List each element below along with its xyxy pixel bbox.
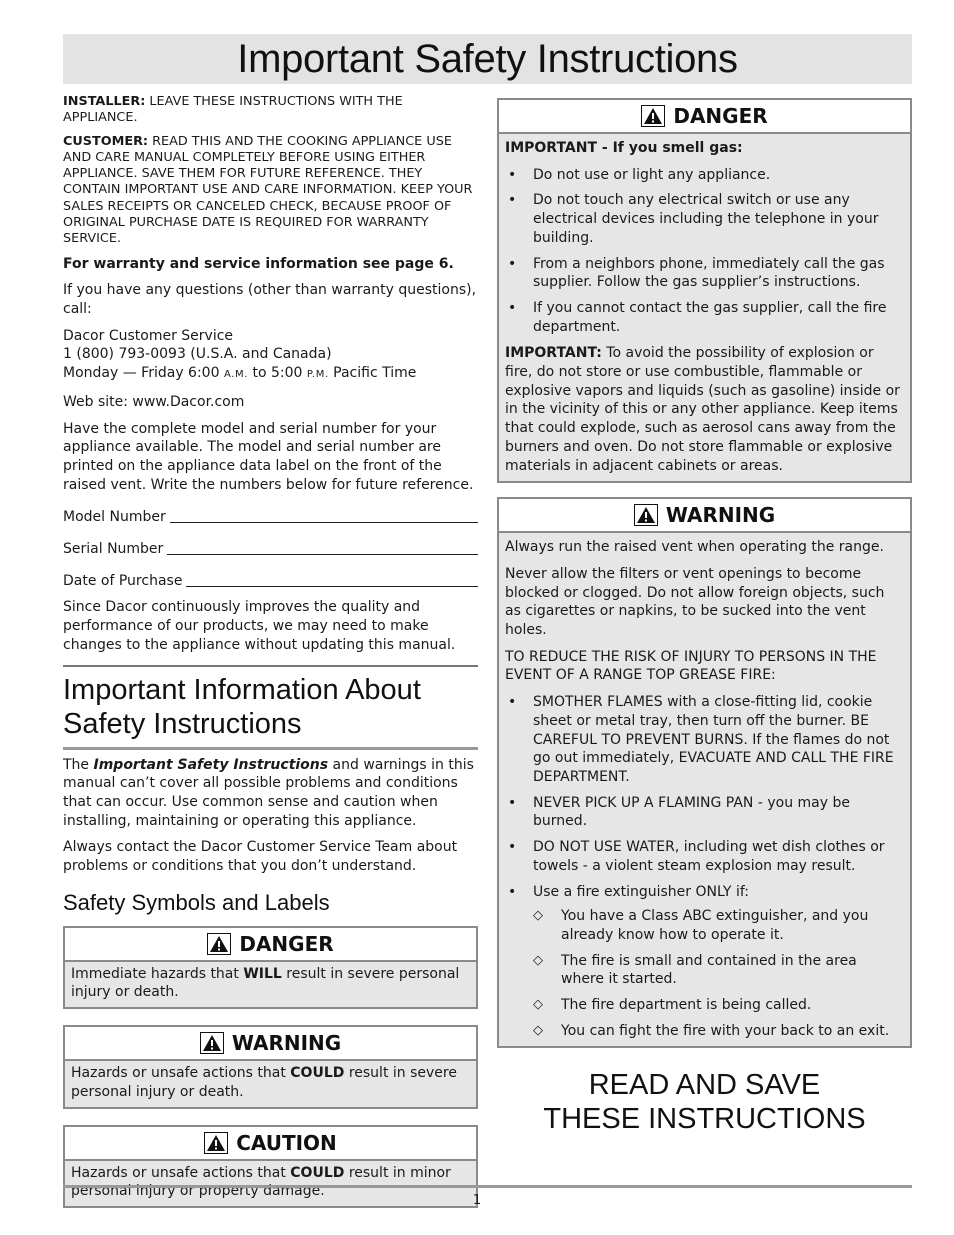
- symbol-warning-label: WARNING: [231, 1031, 342, 1056]
- warning-p2: Never allow the filters or vent openings to become blocked or clogged. Do not allow foreign objects, such as cigarettes or napkins, to be sucked into the vent holes.: [505, 565, 885, 639]
- symbol-warning-header: [65, 1027, 476, 1061]
- installer-note: INSTALLER: LEAVE THESE INSTRUCTIONS WITH THE APPLIANCE.: [63, 94, 403, 126]
- contact-note: Always contact the Dacor Customer Service Team about problems or conditions that you don’t understand.: [63, 839, 458, 875]
- list-item: • SMOTHER FLAMES with a close-fitting lid, cookie sheet or metal tray, then turn off the burner. BE CAREFUL TO PREVENT BURNS. If the flames do not go out immediately, EVACUATE AND CALL THE FIRE DEPARTMENT.: [508, 694, 894, 785]
- diamond-bullet-icon: ◇: [533, 997, 543, 1013]
- contact-block: [63, 327, 478, 385]
- improvement-note: Since Dacor continuously improves the quality and performance of our products, we may need to make changes to the appliance without updating this manual.: [63, 599, 456, 653]
- diamond-bullet-icon: ◇: [533, 908, 543, 924]
- danger-header: [499, 100, 910, 134]
- warning-body: [499, 533, 910, 1046]
- symbol-warning-text: Hazards or unsafe actions that COULD result in severe personal injury or death.: [71, 1065, 457, 1100]
- symbol-danger-header: [65, 928, 476, 962]
- list-item: • NEVER PICK UP A FLAMING PAN - you may be burned.: [508, 794, 850, 830]
- warning-triangle-icon: [641, 105, 665, 127]
- footer-rule: [63, 1185, 912, 1188]
- symbols-title: Safety Symbols and Labels: [63, 889, 330, 915]
- page-title: Important Safety Instructions: [237, 37, 738, 81]
- list-item: ◇ The fire is small and contained in the area where it started.: [533, 952, 857, 988]
- warning-label: WARNING: [665, 503, 776, 528]
- customer-note: CUSTOMER: READ THIS AND THE COOKING APPLIANCE USE AND CARE MANUAL COMPLETELY BEFORE USING EITHER APPLIANCE. SAVE THEM FOR FUTURE REFERENCE. THEY CONTAIN IMPORTANT USE AND CARE INFORMATION. KEEP YOUR SALES RECEIPTS OR CANCELED CHECK, BECAUSE PROOF OF ORIGINAL PURCHASE DATE IS REQUIRED FOR WARRANTY SERVICE.: [63, 133, 473, 247]
- page-number: 1: [472, 1193, 482, 1208]
- list-item: ◇ You have a Class ABC extinguisher, and you already know how to operate it.: [533, 908, 869, 943]
- save-line-2: THESE INSTRUCTIONS: [543, 1103, 866, 1135]
- warranty-note: For warranty and service information see page 6.: [63, 255, 454, 272]
- danger-list: [505, 166, 904, 337]
- contact-hours: Monday — Friday 6:00 A.M. to 5:00 P.M. Pacific Time: [63, 365, 417, 382]
- list-item: • DO NOT USE WATER, including wet dish clothes or towels - a violent steam explosion may result.: [508, 839, 885, 874]
- warning-triangle-icon: [207, 933, 231, 955]
- warning-triangle-icon: [200, 1032, 224, 1054]
- warning-p1: Always run the raised vent when operating the range.: [505, 539, 884, 556]
- model-number-label: Model Number: [63, 509, 166, 526]
- list-item: ◇ You can fight the fire with your back to an exit.: [533, 1022, 890, 1039]
- symbol-danger-text: Immediate hazards that WILL result in severe personal injury or death.: [71, 965, 460, 1001]
- questions-text: If you have any questions (other than warranty questions), call:: [63, 282, 477, 318]
- contact-name: Dacor Customer Service: [63, 327, 234, 344]
- section-title: Important Information About Safety Instructions: [63, 665, 478, 750]
- serial-number-field[interactable]: [167, 553, 478, 555]
- list-item: • Use a fire extinguisher ONLY if: ◇ You have a Class ABC extinguisher, and you already know how to operate it. ◇ The fire is small and contained in the area where it started. ◇ The fire department is being called. ◇ You can fight the fire with your back to an exit.: [505, 883, 904, 1041]
- read-and-save-banner: [497, 1068, 912, 1136]
- extinguisher-conditions: [533, 907, 904, 1040]
- save-line-1: READ AND SAVE: [588, 1069, 821, 1101]
- danger-heading: IMPORTANT - If you smell gas:: [505, 140, 743, 156]
- warning-header: [499, 499, 910, 533]
- purchase-date-field[interactable]: [186, 585, 478, 587]
- list-item: • Do not touch any electrical switch or use any electrical devices including the telephone in your building.: [508, 192, 879, 246]
- website-link[interactable]: Web site: www.Dacor.com: [63, 393, 245, 410]
- model-number-field[interactable]: [170, 521, 478, 523]
- warning-p3: TO REDUCE THE RISK OF INJURY TO PERSONS IN THE EVENT OF A RANGE TOP GREASE FIRE:: [505, 648, 877, 684]
- danger-label: DANGER: [673, 104, 768, 128]
- warning-triangle-icon: [204, 1132, 228, 1154]
- purchase-date-label: Date of Purchase: [63, 573, 183, 590]
- contact-phone: 1 (800) 793-0093 (U.S.A. and Canada): [63, 346, 332, 363]
- danger-body: [499, 134, 910, 481]
- symbol-danger-box: [63, 926, 478, 1009]
- symbol-caution-text: Hazards or unsafe actions that COULD result in minor personal injury or property damage.: [71, 1164, 451, 1200]
- diamond-bullet-icon: ◇: [533, 1022, 543, 1038]
- model-number-line: [63, 508, 478, 526]
- intro-text: The Important Safety Instructions and warnings in this manual can’t cover all possible problems and conditions that can occur. Use common sense and caution when installing, maintaining or operating this appliance.: [63, 756, 474, 829]
- diamond-bullet-icon: ◇: [533, 952, 543, 968]
- warning-list: [505, 693, 904, 1040]
- serial-number-label: Serial Number: [63, 541, 164, 558]
- right-column: [497, 98, 912, 1048]
- purchase-date-line: [63, 572, 478, 590]
- warning-box: [497, 497, 912, 1048]
- list-item: • Do not use or light any appliance.: [508, 166, 771, 183]
- symbol-caution-label: CAUTION: [236, 1130, 337, 1155]
- title-bar: [63, 34, 912, 84]
- list-item: ◇ The fire department is being called.: [533, 997, 812, 1014]
- serial-number-line: [63, 540, 478, 558]
- warning-triangle-icon: [634, 504, 658, 526]
- symbol-caution-header: [65, 1127, 476, 1161]
- symbol-warning-box: [63, 1025, 478, 1108]
- left-column: [63, 94, 478, 1224]
- list-item: • From a neighbors phone, immediately call the gas supplier. Follow the gas supplier’s instructions.: [508, 255, 885, 291]
- danger-important: IMPORTANT: To avoid the possibility of explosion or fire, do not store or use combustible, flammable or explosive vapors and liquids (such as gasoline) inside or in the vicinity of this or any other appliance. Keep items that could explode, such as aerosol cans away from the burners and oven. Do not store flammable or explosive materials in adjacent cabinets or areas.: [505, 345, 900, 474]
- list-item: • If you cannot contact the gas supplier, call the fire department.: [508, 299, 887, 335]
- danger-box: [497, 98, 912, 483]
- symbol-danger-label: DANGER: [239, 931, 334, 956]
- model-note: Have the complete model and serial number for your appliance available. The model and serial number are printed on the appliance data label on the front of the raised vent. Write the numbers below for future reference.: [63, 420, 474, 493]
